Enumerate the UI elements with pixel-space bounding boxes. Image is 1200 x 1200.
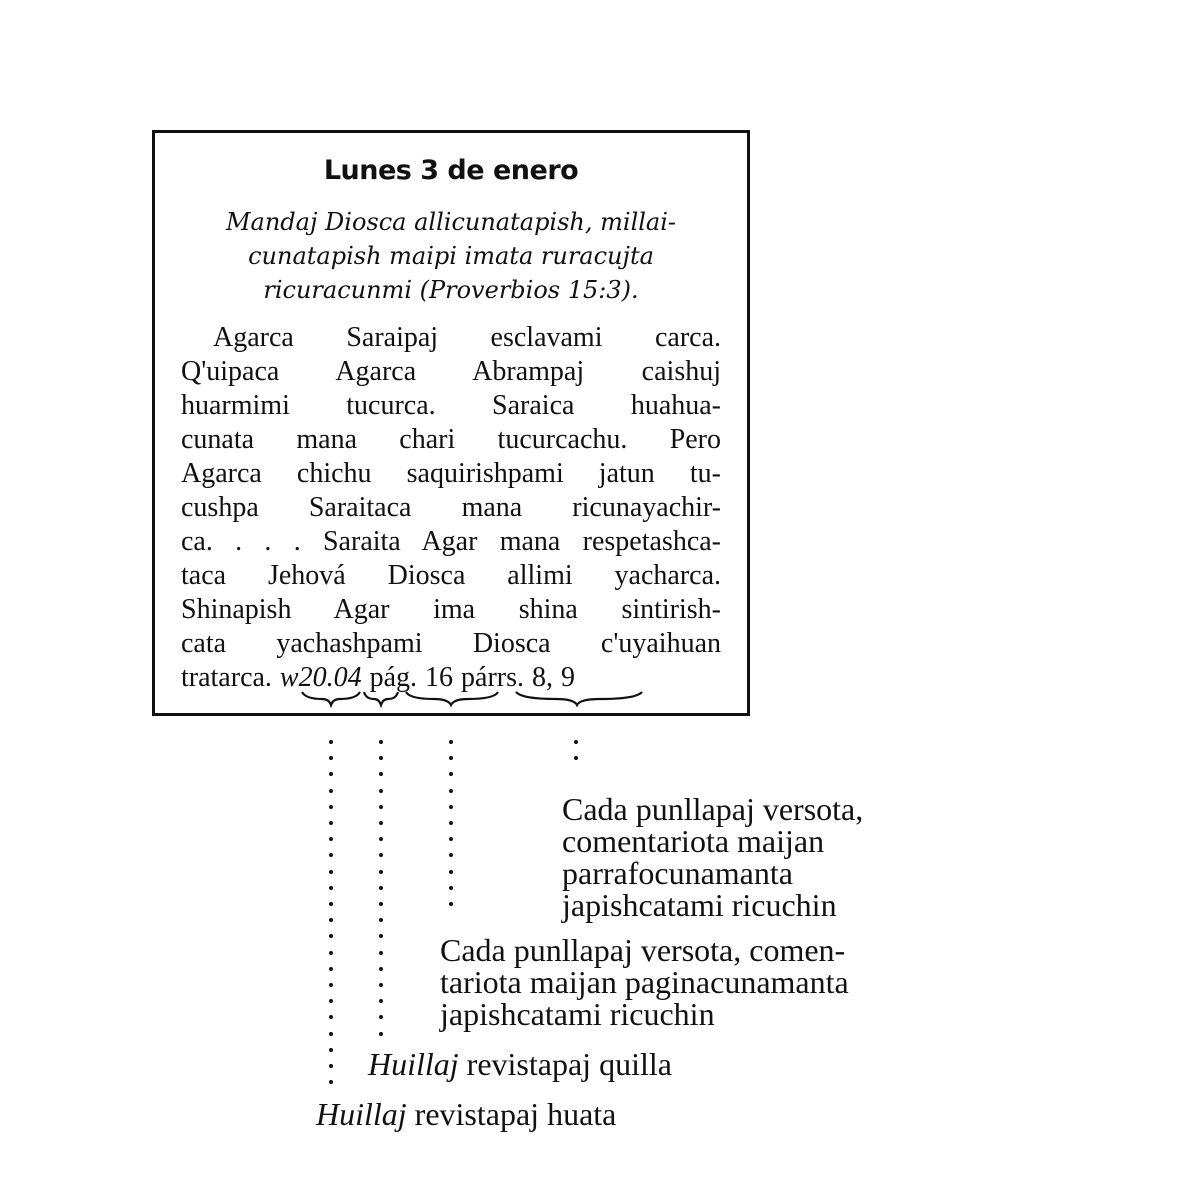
leader-dot [449,772,453,776]
leader-dot [329,967,333,971]
leader-dot [574,756,578,760]
annotation-line: Cada punllapaj versota, [562,791,864,827]
leader-dot [379,772,383,776]
annotation-text: revistapaj quilla [458,1046,672,1082]
annotation-italic: Huillaj [368,1046,459,1082]
leader-dot [449,789,453,793]
body-line: Agarca chichu saquirishpami jatun tu- [181,458,721,489]
body-line: Shinapish Agar ima shina sintirish- [181,594,721,625]
leader-dot [379,902,383,906]
leader-page [449,740,453,922]
leader-dot [329,1080,333,1084]
annotation-line: japishcatami ricuchin [562,887,837,923]
leader-dot [449,756,453,760]
leader-dot [329,1048,333,1052]
leader-dot [449,870,453,874]
leader-dot [449,902,453,906]
leader-dot [329,740,333,744]
leader-issue [379,740,383,1038]
reference-publication-year: w20 [279,662,327,693]
reference-paragraphs: párrs. 8, 9 [461,662,576,693]
leader-dot [329,870,333,874]
body-line: huarmimi tucurca. Saraica huahua- [181,390,721,421]
leader-dot [379,886,383,890]
verse-line: Mandaj Diosca allicunatapish, millai- [225,208,677,236]
brace-page [404,690,500,708]
leader-paragraphs [574,740,578,776]
leader-dot [329,1032,333,1036]
reference-issue-month: .04 [326,662,362,693]
issue-annotation [368,1048,672,1080]
leader-dot [379,967,383,971]
leader-dot [379,1032,383,1036]
leader-dot [329,1064,333,1068]
leader-year [329,740,333,1086]
body-line: taca Jehová Diosca allimi yacharca. [181,560,721,591]
leader-dot [329,789,333,793]
annotation-line: parrafocunamanta [562,855,793,891]
annotation-line: Cada punllapaj versota, comen- [440,932,846,968]
body-line: Agarca Saraipaj esclavami carca. [213,322,721,353]
leader-dot [329,951,333,955]
leader-dot [449,837,453,841]
leader-dot [449,740,453,744]
annotation-text: revistapaj huata [406,1096,617,1132]
brace-year [300,690,362,708]
leader-dot [379,983,383,987]
body-line: cunata mana chari tucurcachu. Pero [181,424,721,455]
leader-dot [379,853,383,857]
reference-page: pág. 16 [369,662,454,693]
verse-line: ricuracunmi (Proverbios 15:3). [263,276,639,304]
body-line: cushpa Saraitaca mana ricunayachir- [181,492,721,523]
leader-dot [329,983,333,987]
body-line: Q'uipaca Agarca Abrampaj caishuj [181,356,721,387]
annotation-italic: Huillaj [316,1096,407,1132]
verse-line: cunatapish maipi imata ruracujta [248,242,654,270]
leader-dot [379,934,383,938]
paragraphs-annotation [562,793,863,921]
leader-dot [379,1015,383,1019]
leader-dot [379,870,383,874]
leader-dot [379,805,383,809]
page-annotation [440,934,849,1030]
annotation-line: tariota maijan paginacunamanta [440,964,849,1000]
leader-dot [329,853,333,857]
leader-dot [379,740,383,744]
leader-dot [329,821,333,825]
brace-issue [362,690,400,708]
leader-dot [449,805,453,809]
leader-dot [329,934,333,938]
body-final-text: tratarca. [181,662,272,693]
leader-dot [379,951,383,955]
date-heading: Lunes 3 de enero [323,155,579,186]
leader-dot [449,886,453,890]
body-line: ca. . . . Saraita Agar mana respetashca- [181,526,721,557]
leader-dot [329,805,333,809]
leader-dot [379,821,383,825]
leader-dot [329,999,333,1003]
leader-dot [329,756,333,760]
leader-dot [329,918,333,922]
leader-dot [379,789,383,793]
daily-verse [181,205,721,307]
body-line: cata yachashpami Diosca c'uyaihuan [181,628,721,659]
daily-text-card [152,130,750,716]
year-annotation [316,1098,616,1130]
leader-dot [449,853,453,857]
leader-dot [329,837,333,841]
leader-dot [574,740,578,744]
annotation-line: comentariota maijan [562,823,825,859]
brace-paragraphs [514,690,644,708]
leader-dot [379,999,383,1003]
comment-body [181,321,721,695]
leader-dot [329,902,333,906]
leader-dot [449,821,453,825]
leader-dot [379,918,383,922]
leader-dot [329,886,333,890]
leader-dot [329,772,333,776]
annotation-line: japishcatami ricuchin [440,996,715,1032]
leader-dot [379,756,383,760]
leader-dot [329,1015,333,1019]
leader-dot [379,837,383,841]
